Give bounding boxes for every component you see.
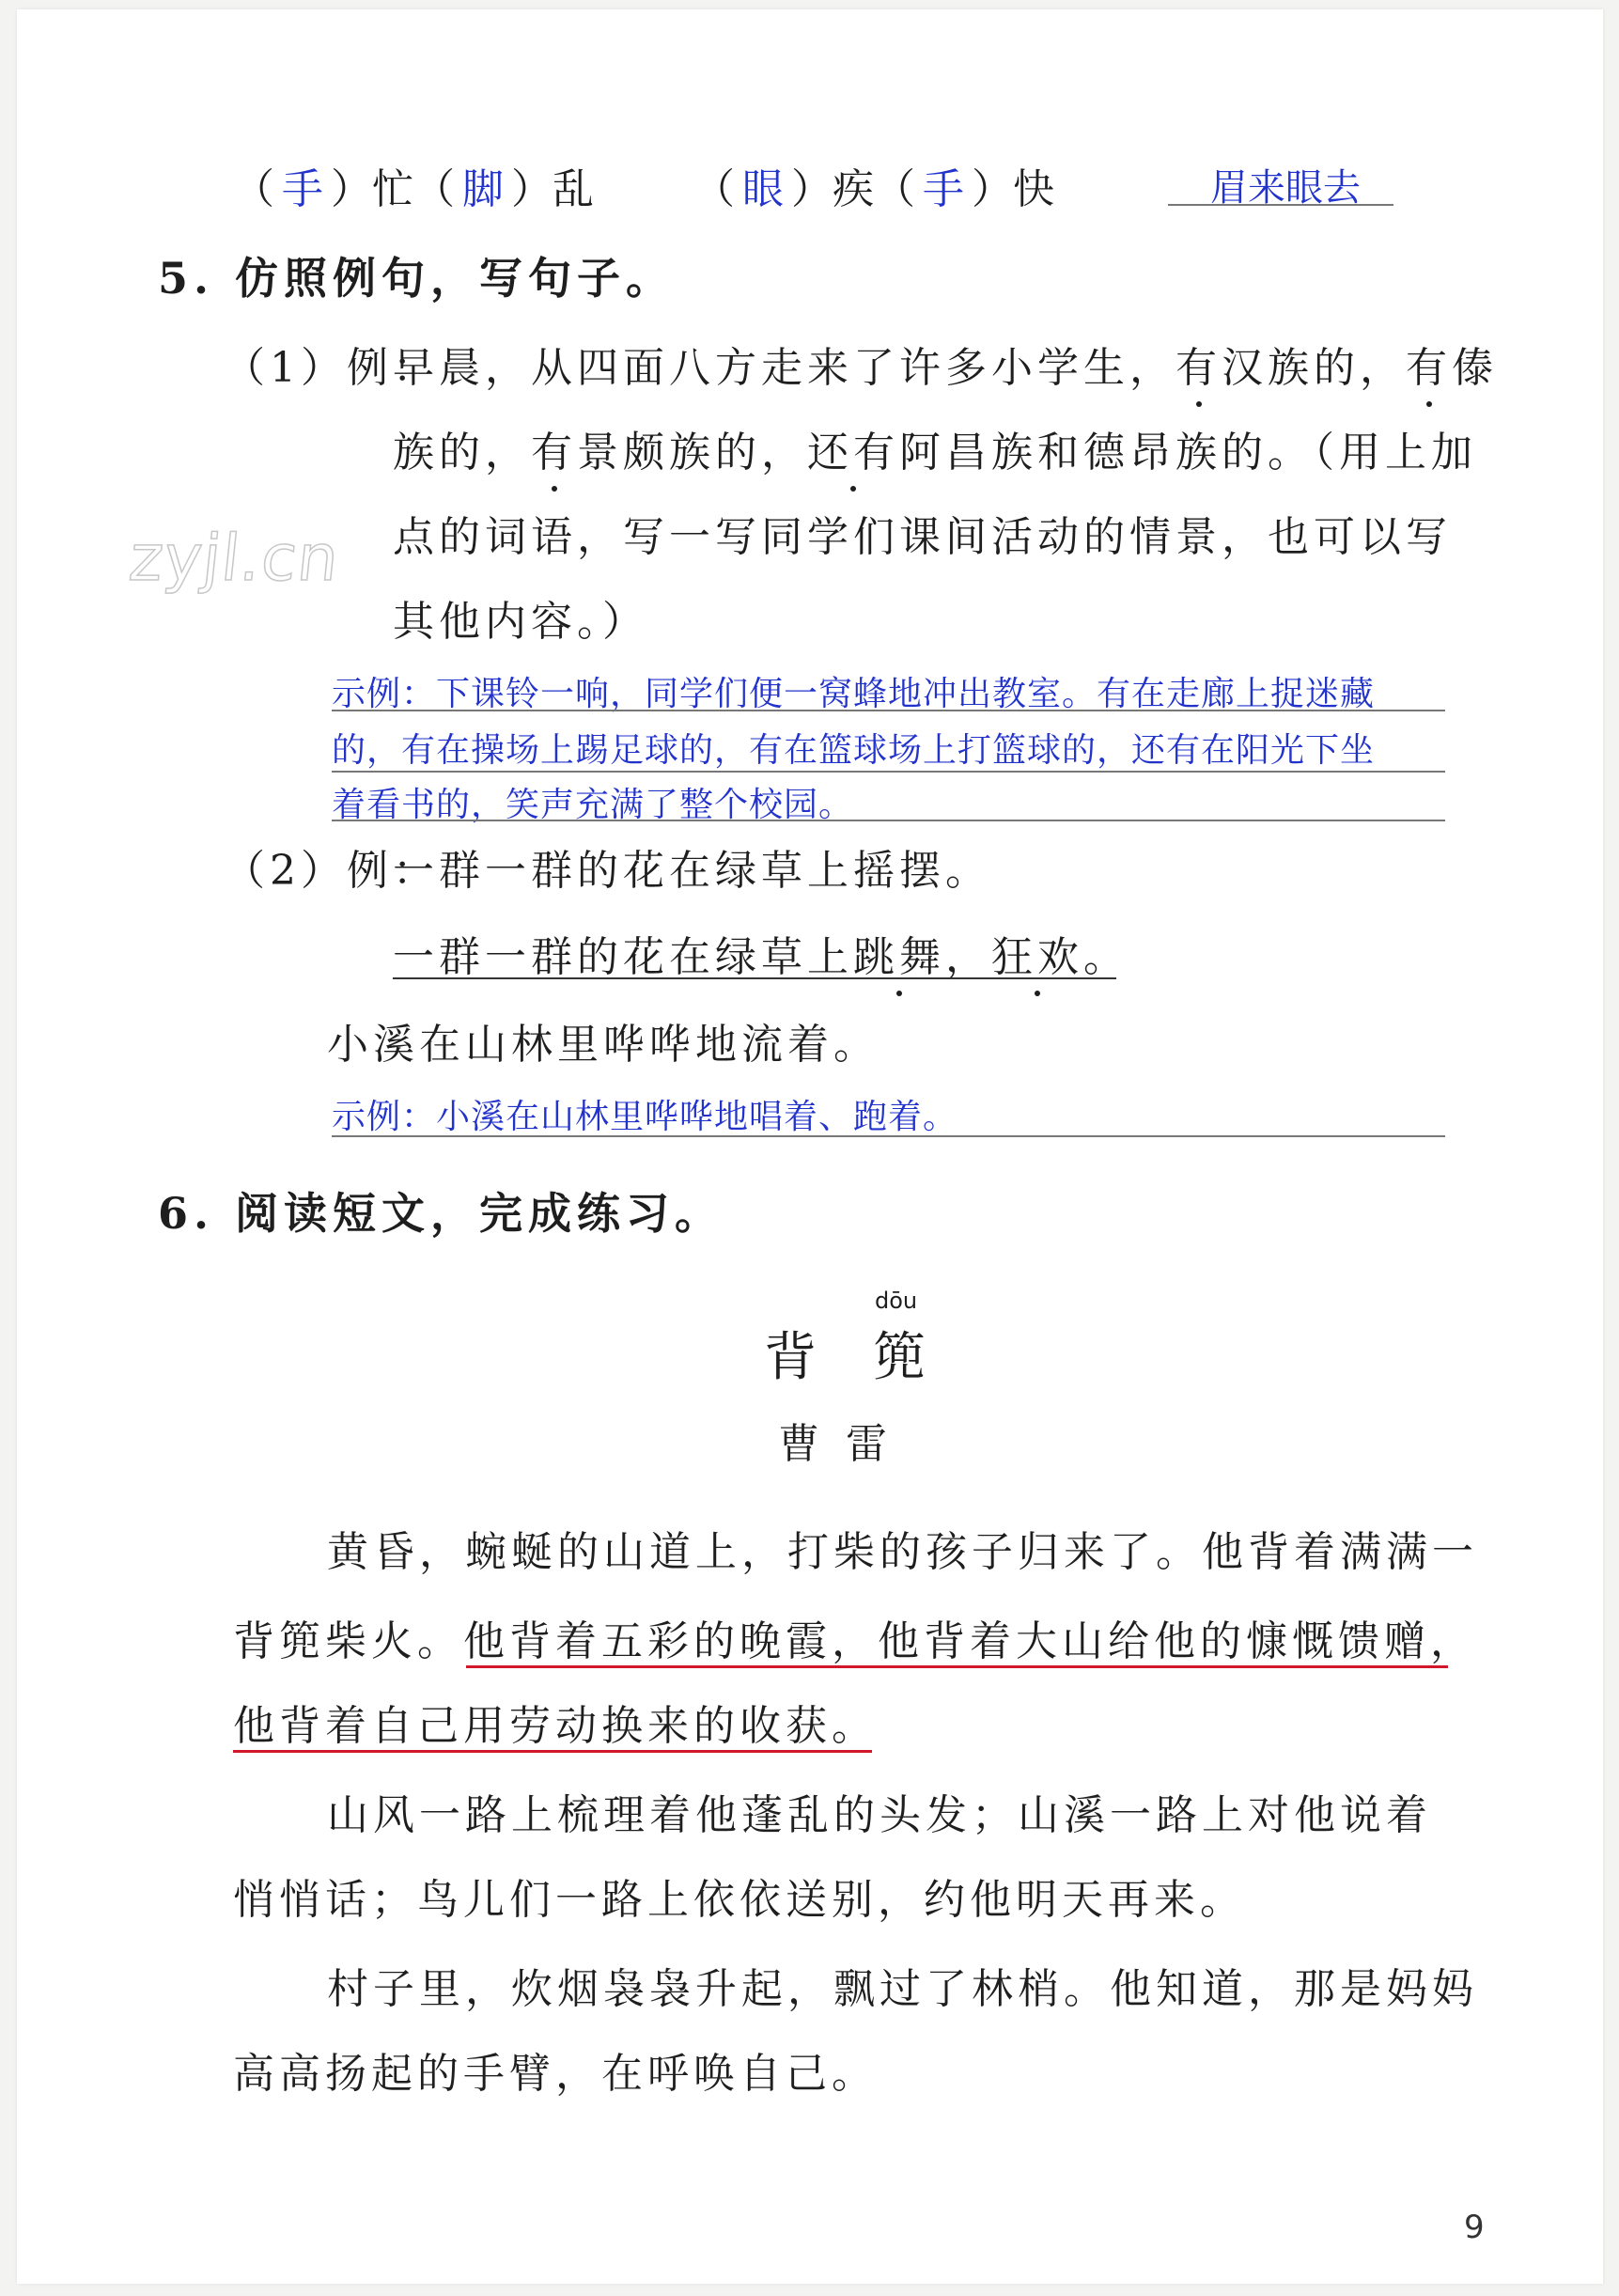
- para-2-line: 山风一路上梳理着他蓬乱的头发；山溪一路上对他说着: [327, 1791, 1432, 1839]
- dotted-word: 有: [1175, 334, 1222, 394]
- passage-title: [764, 1316, 926, 1391]
- example-underline: [393, 977, 1116, 979]
- idiom-char: 疾: [833, 165, 874, 213]
- para-1-line: 黄昏，蜿蜒的山道上，打柴的孩子归来了。他背着满满一: [327, 1528, 1478, 1576]
- question-6-heading: 6. 阅读短文，完成练习。: [158, 1188, 724, 1239]
- title-char: 背: [764, 1327, 817, 1388]
- dotted-word: 还有: [807, 418, 899, 478]
- q5-2-answer: 示例：小溪在山林里哗哗地唱着、跑着。: [332, 1098, 958, 1136]
- workbook-page: [17, 9, 1603, 2284]
- para-1-line: 背篼柴火。他背着五彩的晚霞，他背着大山给他的慷慨馈赠，: [233, 1617, 1476, 1665]
- q5-2-example-revised: 一群一群的花在绿草上跳舞，狂欢。: [393, 923, 1129, 983]
- idiom-char: 忙: [372, 165, 413, 213]
- answer-blank: 手: [923, 165, 964, 213]
- q5-2-prompt: 小溪在山林里哗哗地流着。: [327, 1021, 880, 1069]
- idiom-char: 快: [1013, 165, 1054, 213]
- underline-mark: [466, 1665, 1448, 1668]
- watermark: zyjl.cn: [125, 522, 343, 596]
- q5-1-line: 族的，有景颇族的，还有阿昌族和德昂族的。（用上加: [393, 418, 1477, 478]
- answer-line: [332, 771, 1445, 773]
- q5-2-example: 一群一群的花在绿草上摇摆。: [393, 847, 991, 895]
- answer-line: [332, 1135, 1445, 1137]
- q5-1-line: 点的词语，写一写同学们课间活动的情景，也可以写: [393, 513, 1452, 561]
- dotted-word: 狂欢: [991, 923, 1083, 983]
- q5-1-line: 早晨，从四面八方走来了许多小学生，有汉族的，有傣: [393, 334, 1498, 394]
- answer-blank: 眼: [742, 165, 784, 213]
- title-char: 篼: [873, 1327, 926, 1388]
- answer-blank: 手: [282, 165, 323, 213]
- passage-author: 曹 雷: [778, 1420, 887, 1468]
- pinyin-annotation: dōu: [875, 1288, 918, 1314]
- dotted-word: 有: [1406, 334, 1452, 394]
- q5-1-label: （1）例：: [224, 344, 439, 392]
- question-5-heading: 5. 仿照例句，写句子。: [158, 253, 676, 304]
- para-3-line: 高高扬起的手臂，在呼唤自己。: [233, 2050, 878, 2098]
- dotted-word: 有: [531, 418, 577, 478]
- para-1-line: 他背着自己用劳动换来的收获。: [233, 1702, 878, 1750]
- dotted-word: 跳舞: [853, 923, 945, 983]
- idiom-1: （ 手 ）忙（ 脚 ）乱: [233, 155, 594, 215]
- answer-line: [1168, 204, 1393, 206]
- answer-line: [332, 820, 1445, 821]
- q5-1-answer-line: 着看书的，笑声充满了整个校园。: [332, 786, 854, 824]
- q5-1-line: 其他内容。）: [393, 598, 648, 646]
- q5-2-label: （2）例：: [224, 847, 439, 895]
- q5-1-answer-line: 示例：下课铃一响，同学们便一窝蜂地冲出教室。有在走廊上捉迷藏: [332, 675, 1376, 713]
- answer-blank: 脚: [462, 165, 504, 213]
- underline-mark: [233, 1750, 872, 1753]
- para-3-line: 村子里，炊烟袅袅升起，飘过了林梢。他知道，那是妈妈: [327, 1965, 1478, 2013]
- idiom-char: 乱: [553, 165, 594, 213]
- idiom-answer: 眉来眼去: [1210, 166, 1361, 210]
- idiom-2: （ 眼 ）疾（ 手 ）快: [693, 155, 1054, 215]
- para-2-line: 悄悄话；鸟儿们一路上依依送别，约他明天再来。: [233, 1876, 1246, 1924]
- answer-line: [332, 710, 1445, 711]
- page-number: 9: [1464, 2209, 1485, 2246]
- q5-1-answer-line: 的，有在操场上踢足球的，有在篮球场上打篮球的，还有在阳光下坐: [332, 731, 1376, 770]
